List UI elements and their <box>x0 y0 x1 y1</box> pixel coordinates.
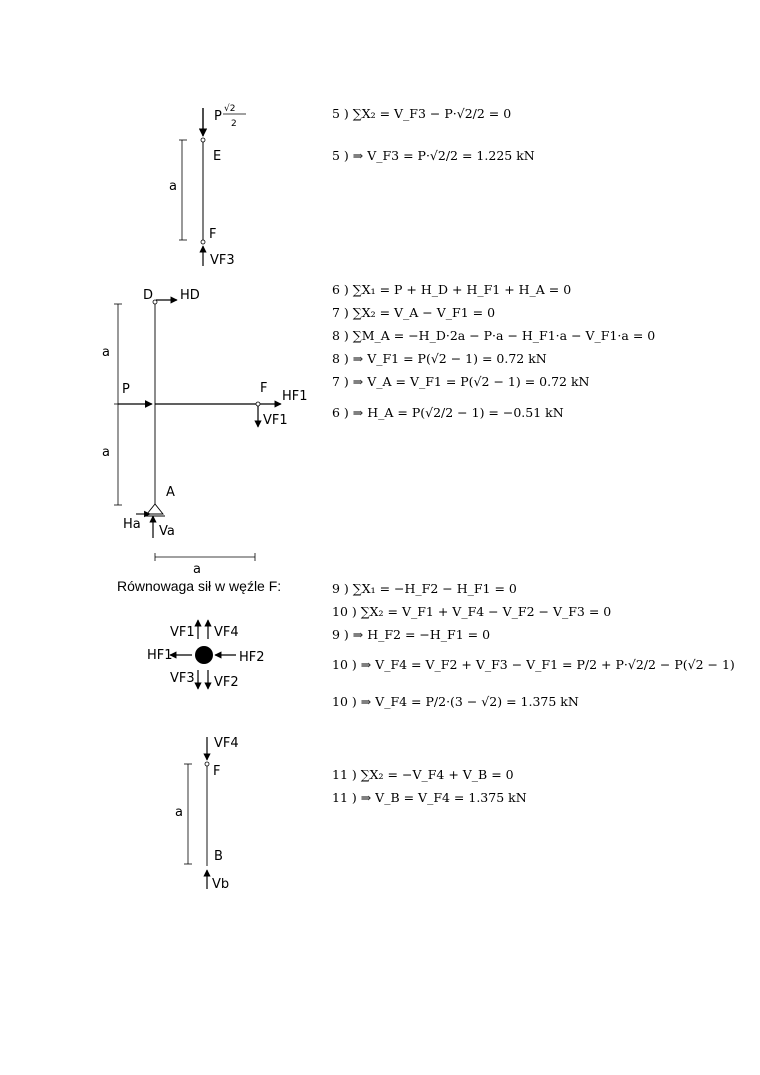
label-f2: F <box>260 381 268 396</box>
label-sqrt2: √2 <box>224 104 236 114</box>
label-f3: F <box>213 764 221 779</box>
label-d: D <box>143 288 154 303</box>
node-e <box>201 138 205 142</box>
node-f-dot <box>195 646 213 664</box>
label-b: B <box>214 849 223 864</box>
label-a: A <box>166 485 175 500</box>
equation-7-sum: 7 ) ∑X₂ = V_A − V_F1 = 0 <box>332 305 496 320</box>
dim-label-a2: a <box>175 805 183 820</box>
label-p: P <box>214 109 222 124</box>
label-vf3: VF3 <box>210 253 235 268</box>
equation-7-result: 7 ) ⇒ V_A = V_F1 = P(√2 − 1) = 0.72 kN <box>332 374 590 389</box>
dim-label-top: a <box>102 345 110 360</box>
equation-10-result: 10 ) ⇒ V_F4 = P/2·(3 − √2) = 1.375 kN <box>332 694 579 709</box>
label-ha: Ha <box>123 517 141 532</box>
label-va: Va <box>159 524 175 539</box>
caption-node-f: Równowaga sił w węźle F: <box>117 578 282 594</box>
node-f3 <box>205 762 209 766</box>
equation-6-result: 6 ) ⇒ H_A = P(√2/2 − 1) = −0.51 kN <box>332 405 564 420</box>
label-hf1-node: HF1 <box>147 648 173 663</box>
label-e: E <box>213 149 222 164</box>
figure-bar-ef <box>169 103 246 268</box>
pin-support-a <box>147 504 163 514</box>
figure-bar-fb <box>175 736 239 892</box>
label-hf2-node: HF2 <box>239 650 265 665</box>
label-f: F <box>209 227 217 242</box>
label-vf1-node: VF1 <box>170 625 195 640</box>
label-vf4-bar: VF4 <box>214 736 239 751</box>
figure-frame-daf <box>102 288 308 577</box>
label-den2: 2 <box>231 119 237 129</box>
label-vb: Vb <box>212 877 230 892</box>
equation-8-result: 8 ) ⇒ V_F1 = P(√2 − 1) = 0.72 kN <box>332 351 547 366</box>
label-hf1: HF1 <box>282 389 308 404</box>
equation-9-sum: 9 ) ∑X₁ = −H_F2 − H_F1 = 0 <box>332 581 517 596</box>
label-vf4-node: VF4 <box>214 625 239 640</box>
equation-5-result: 5 ) ⇒ V_F3 = P·√2/2 = 1.225 kN <box>332 148 535 163</box>
equation-11-result: 11 ) ⇒ V_B = V_F4 = 1.375 kN <box>332 790 527 805</box>
label-hd: HD <box>180 288 200 303</box>
node-f <box>201 240 205 244</box>
equation-10-sum: 10 ) ∑X₂ = V_F1 + V_F4 − V_F2 − V_F3 = 0 <box>332 604 612 619</box>
label-vf3-node: VF3 <box>170 671 195 686</box>
node-f2 <box>256 402 260 406</box>
equation-10-expansion: 10 ) ⇒ V_F4 = V_F2 + V_F3 − V_F1 = P/2 + P·√2/2 − P(√2 − 1) <box>332 657 735 672</box>
equation-11-sum: 11 ) ∑X₂ = −V_F4 + V_B = 0 <box>332 767 514 782</box>
label-vf1: VF1 <box>263 413 288 428</box>
dim-label-a: a <box>169 179 177 194</box>
equation-9-result: 9 ) ⇒ H_F2 = −H_F1 = 0 <box>332 627 491 642</box>
dim-label-bottom: a <box>102 445 110 460</box>
dim-label-horizontal: a <box>193 562 201 577</box>
label-p-force: P <box>122 382 130 397</box>
equation-6-sum: 6 ) ∑X₁ = P + H_D + H_F1 + H_A = 0 <box>332 282 572 297</box>
node-d <box>153 300 157 304</box>
label-vf2-node: VF2 <box>214 675 239 690</box>
figure-node-f <box>147 620 265 690</box>
equation-5-sum: 5 ) ∑X₂ = V_F3 − P·√2/2 = 0 <box>332 106 512 121</box>
equation-8-moment: 8 ) ∑M_A = −H_D·2a − P·a − H_F1·a − V_F1·a = 0 <box>332 328 656 343</box>
